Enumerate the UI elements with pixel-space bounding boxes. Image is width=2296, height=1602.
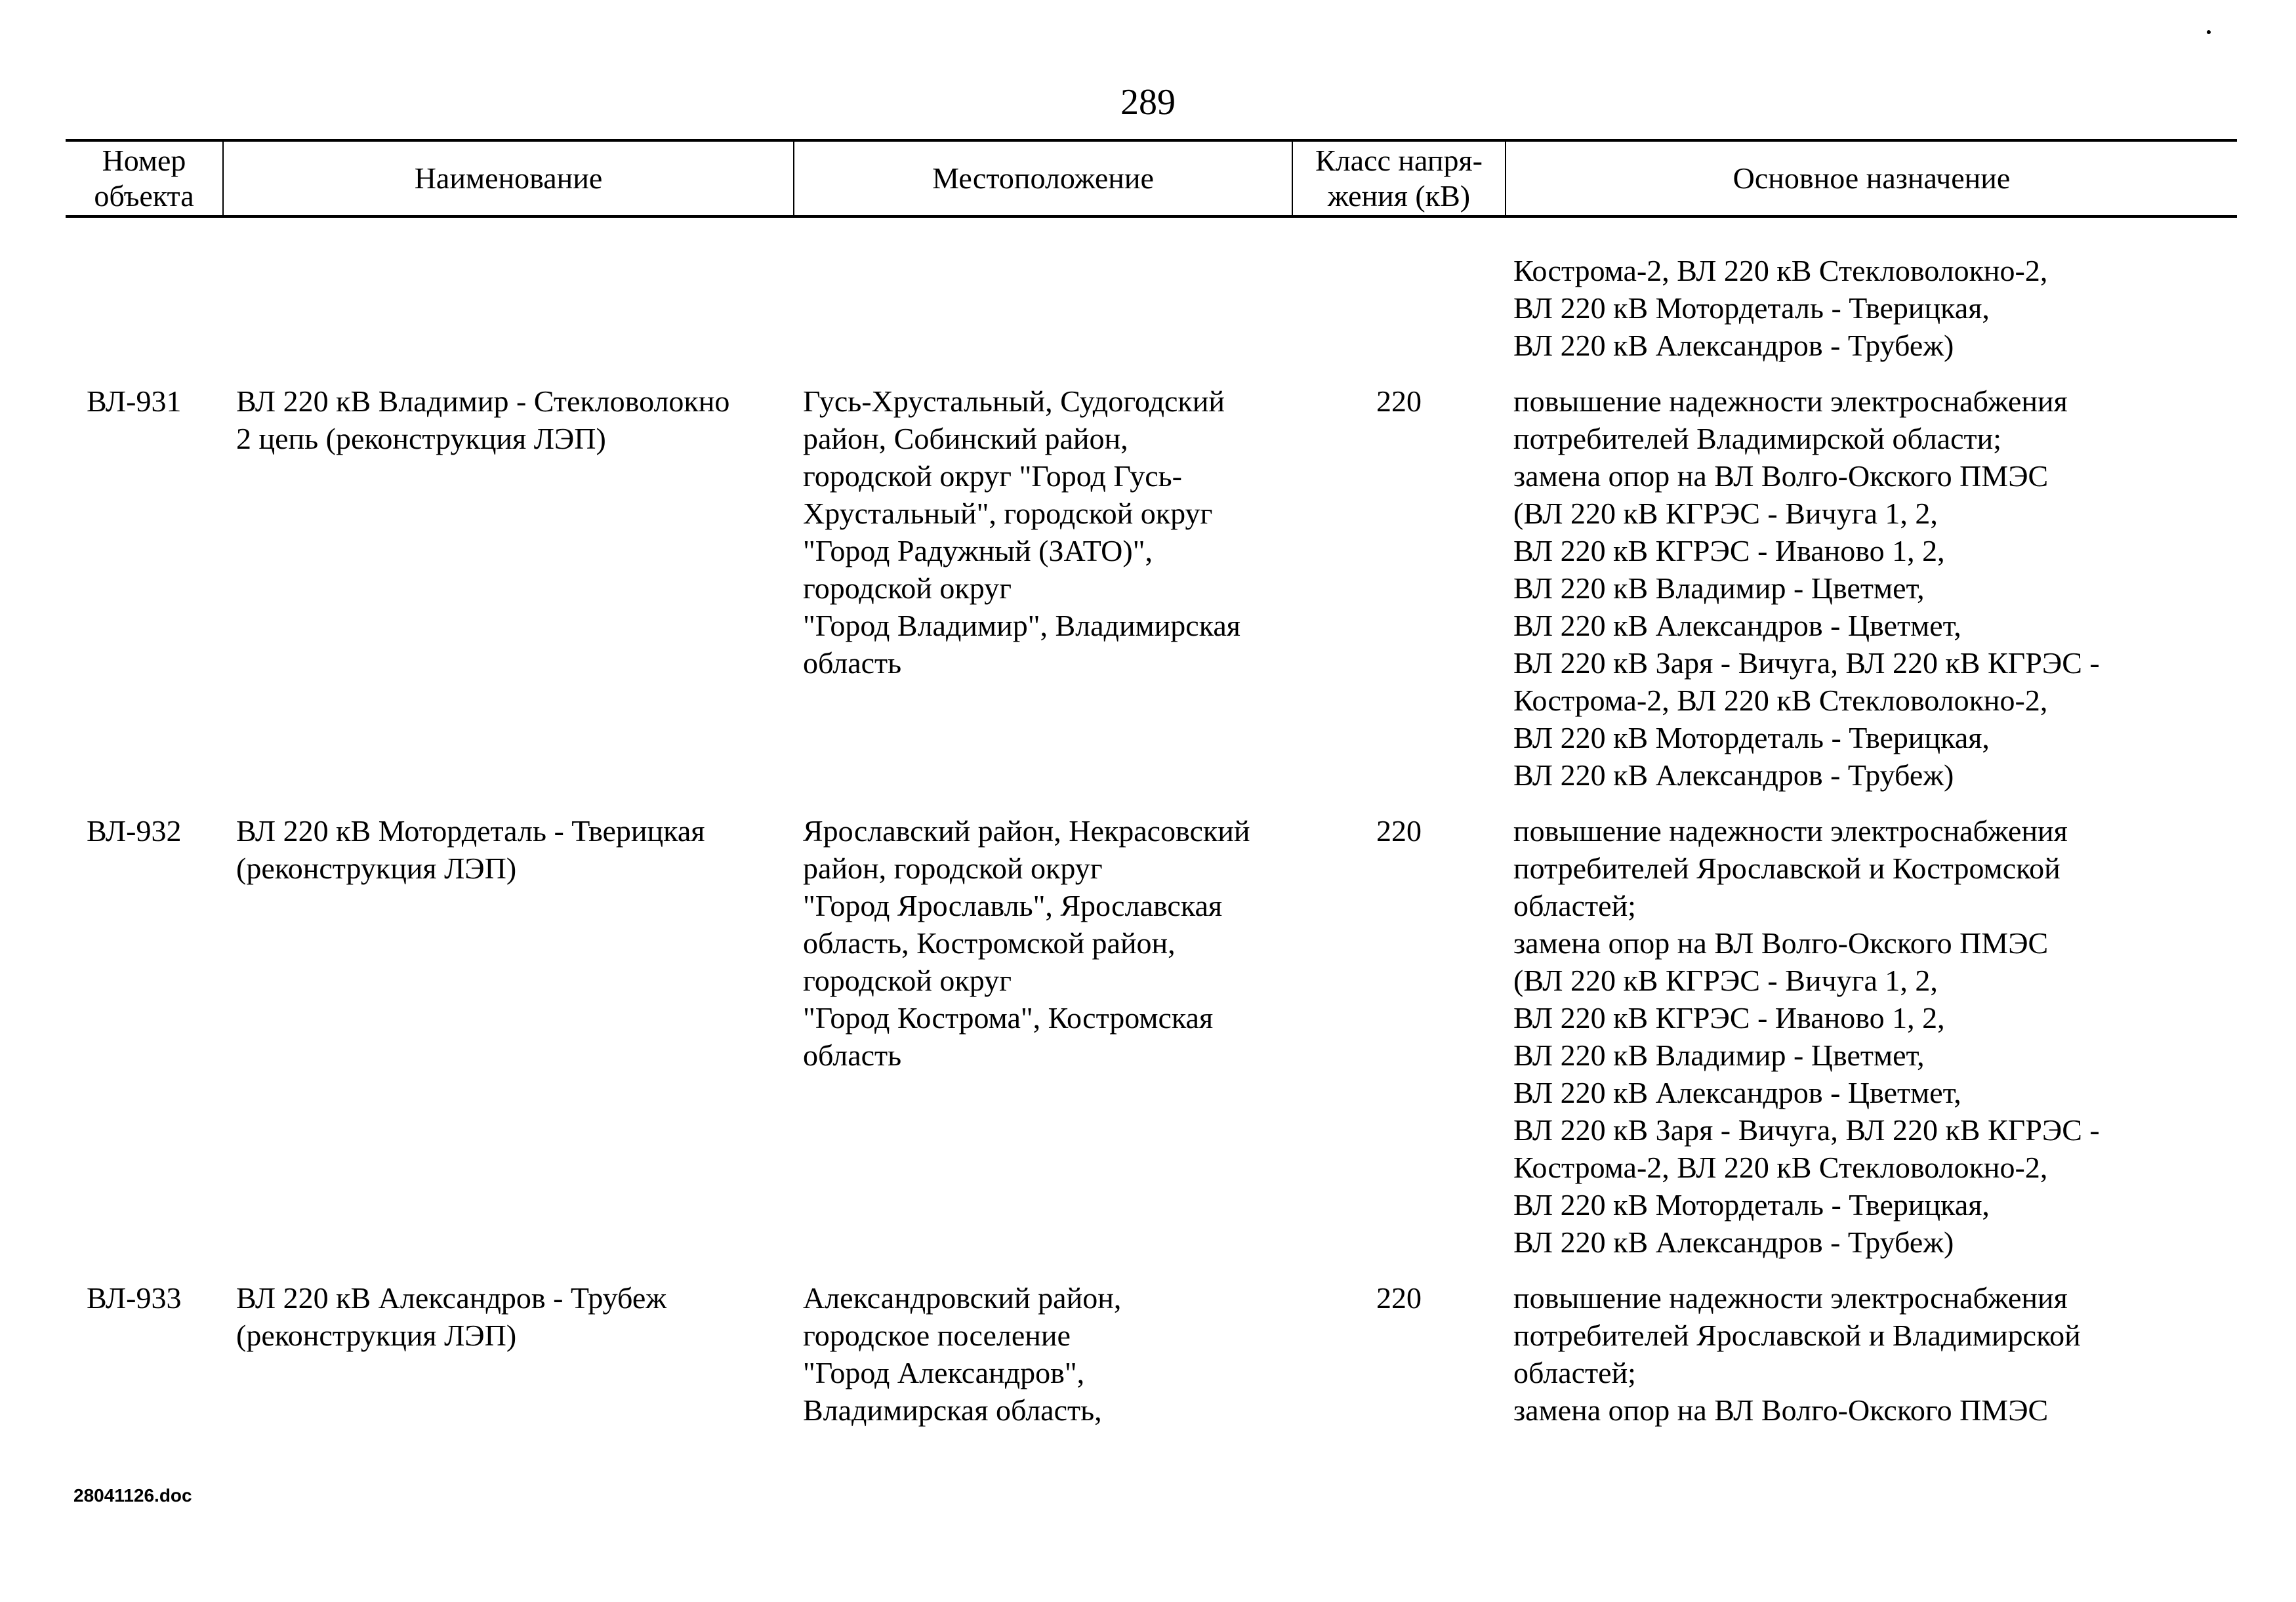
purpose-line: ВЛ 220 кВ Александров - Цветмет, [1513,1076,1961,1109]
continuation-number [66,252,223,382]
purpose-line: ВЛ 220 кВ Заря - Вичуга, ВЛ 220 кВ КГРЭС - [1513,646,2100,680]
object-voltage: 220 [1376,1281,1422,1315]
location-line: "Город Александров", [803,1356,1085,1389]
location-line: "Город Владимир", Владимирская [803,609,1240,642]
object-number: ВЛ-933 [87,1281,182,1315]
rows-body [66,252,2237,1447]
header-voltage-line-2: жения (кВ) [1327,179,1471,213]
object-purpose [1506,1279,2237,1447]
purpose-line: ВЛ 220 кВ Александров - Цветмет, [1513,609,1961,642]
purpose-line: Кострома-2, ВЛ 220 кВ Стекловолокно-2, [1513,254,2048,287]
purpose-line: потребителей Ярославской и Костромской [1513,852,2060,885]
location-line: городское поселение [803,1319,1071,1352]
purpose-line: повышение надежности электроснабжения [1513,384,2068,418]
location-line: район, городской округ [803,852,1103,885]
continuation-row [66,252,2237,382]
purpose-line: повышение надежности электроснабжения [1513,814,2068,848]
purpose-line: ВЛ 220 кВ Владимир - Цветмет, [1513,1038,1925,1072]
location-line: область [803,646,902,680]
name-line: (реконструкция ЛЭП) [236,852,517,885]
name-line: ВЛ 220 кВ Владимир - Стекловолокно [236,384,730,418]
location-line: "Город Ярославль", Ярославская [803,889,1223,922]
header-row [66,140,2237,216]
purpose-line: замена опор на ВЛ Волго-Окского ПМЭС [1513,926,2049,960]
purpose-line: ВЛ 220 кВ КГРЭС - Иваново 1, 2, [1513,534,1945,567]
table-row [66,1279,2237,1447]
purpose-line: Кострома-2, ВЛ 220 кВ Стекловолокно-2, [1513,684,2048,717]
header-number [66,140,223,216]
location-line: "Город Радужный (ЗАТО)", [803,534,1153,567]
header-number-line-1: Номер [102,144,186,177]
location-line: район, Собинский район, [803,422,1128,455]
location-line: Владимирская область, [803,1393,1102,1427]
purpose-line: ВЛ 220 кВ КГРЭС - Иваново 1, 2, [1513,1001,1945,1035]
object-voltage: 220 [1376,814,1422,848]
table-row [66,382,2237,812]
header-name: Наименование [223,140,794,216]
continuation-purpose [1506,252,2237,382]
object-purpose [1506,812,2237,1279]
table-body [66,252,2237,1447]
name-line: (реконструкция ЛЭП) [236,1319,517,1352]
location-line: городской округ [803,571,1012,605]
location-line: область [803,1038,902,1072]
scan-speck [2207,30,2211,34]
purpose-line: замена опор на ВЛ Волго-Окского ПМЭС [1513,459,2049,493]
object-name [223,1279,794,1447]
purpose-line: потребителей Ярославской и Владимирской [1513,1319,2081,1352]
header-voltage-line-1: Класс напря- [1315,144,1483,177]
purpose-line: повышение надежности электроснабжения [1513,1281,2068,1315]
object-number: ВЛ-932 [87,814,182,848]
purpose-line: ВЛ 220 кВ Заря - Вичуга, ВЛ 220 кВ КГРЭС - [1513,1113,2100,1147]
location-line: "Город Кострома", Костромская [803,1001,1214,1035]
purpose-line: Кострома-2, ВЛ 220 кВ Стекловолокно-2, [1513,1151,2048,1184]
continuation-voltage [1292,252,1506,382]
object-number: ВЛ-931 [87,384,182,418]
object-location [794,812,1292,1279]
object-purpose [1506,382,2237,812]
location-line: Ярославский район, Некрасовский [803,814,1250,848]
purpose-line: областей; [1513,889,1636,922]
page-number: 289 [1120,82,1176,123]
object-location [794,382,1292,812]
object-name [223,382,794,812]
header-number-line-2: объекта [94,179,194,213]
table-row [66,812,2237,1279]
purpose-line: (ВЛ 220 кВ КГРЭС - Вичуга 1, 2, [1513,497,1938,530]
location-line: Гусь-Хрустальный, Судогодский [803,384,1225,418]
purpose-line: ВЛ 220 кВ Александров - Трубеж) [1513,758,1954,792]
location-line: область, Костромской район, [803,926,1176,960]
table-header [66,139,2237,218]
purpose-line: ВЛ 220 кВ Александров - Трубеж) [1513,329,1954,362]
name-line: ВЛ 220 кВ Александров - Трубеж [236,1281,667,1315]
object-name [223,812,794,1279]
purpose-line: ВЛ 220 кВ Мотордеталь - Тверицкая, [1513,291,1990,325]
header-voltage [1292,140,1506,216]
name-line: 2 цепь (реконструкция ЛЭП) [236,422,606,455]
purpose-line: потребителей Владимирской области; [1513,422,2002,455]
continuation-name [223,252,794,382]
continuation-location [794,252,1292,382]
header-purpose: Основное назначение [1506,140,2237,216]
location-line: Александровский район, [803,1281,1122,1315]
location-line: городской округ [803,964,1012,997]
location-line: городской округ "Город Гусь- [803,459,1182,493]
name-line: ВЛ 220 кВ Мотордеталь - Тверицкая [236,814,705,848]
purpose-line: ВЛ 220 кВ Владимир - Цветмет, [1513,571,1925,605]
location-line: Хрустальный", городской округ [803,497,1213,530]
object-voltage: 220 [1376,384,1422,418]
purpose-line: ВЛ 220 кВ Мотордеталь - Тверицкая, [1513,1188,1990,1222]
purpose-line: ВЛ 220 кВ Александров - Трубеж) [1513,1225,1954,1259]
purpose-line: замена опор на ВЛ Волго-Окского ПМЭС [1513,1393,2049,1427]
purpose-line: (ВЛ 220 кВ КГРЭС - Вичуга 1, 2, [1513,964,1938,997]
purpose-line: ВЛ 220 кВ Мотордеталь - Тверицкая, [1513,721,1990,754]
header-location: Местоположение [794,140,1292,216]
footer-filename: 28041126.doc [73,1485,192,1506]
purpose-line: областей; [1513,1356,1636,1389]
object-location [794,1279,1292,1447]
